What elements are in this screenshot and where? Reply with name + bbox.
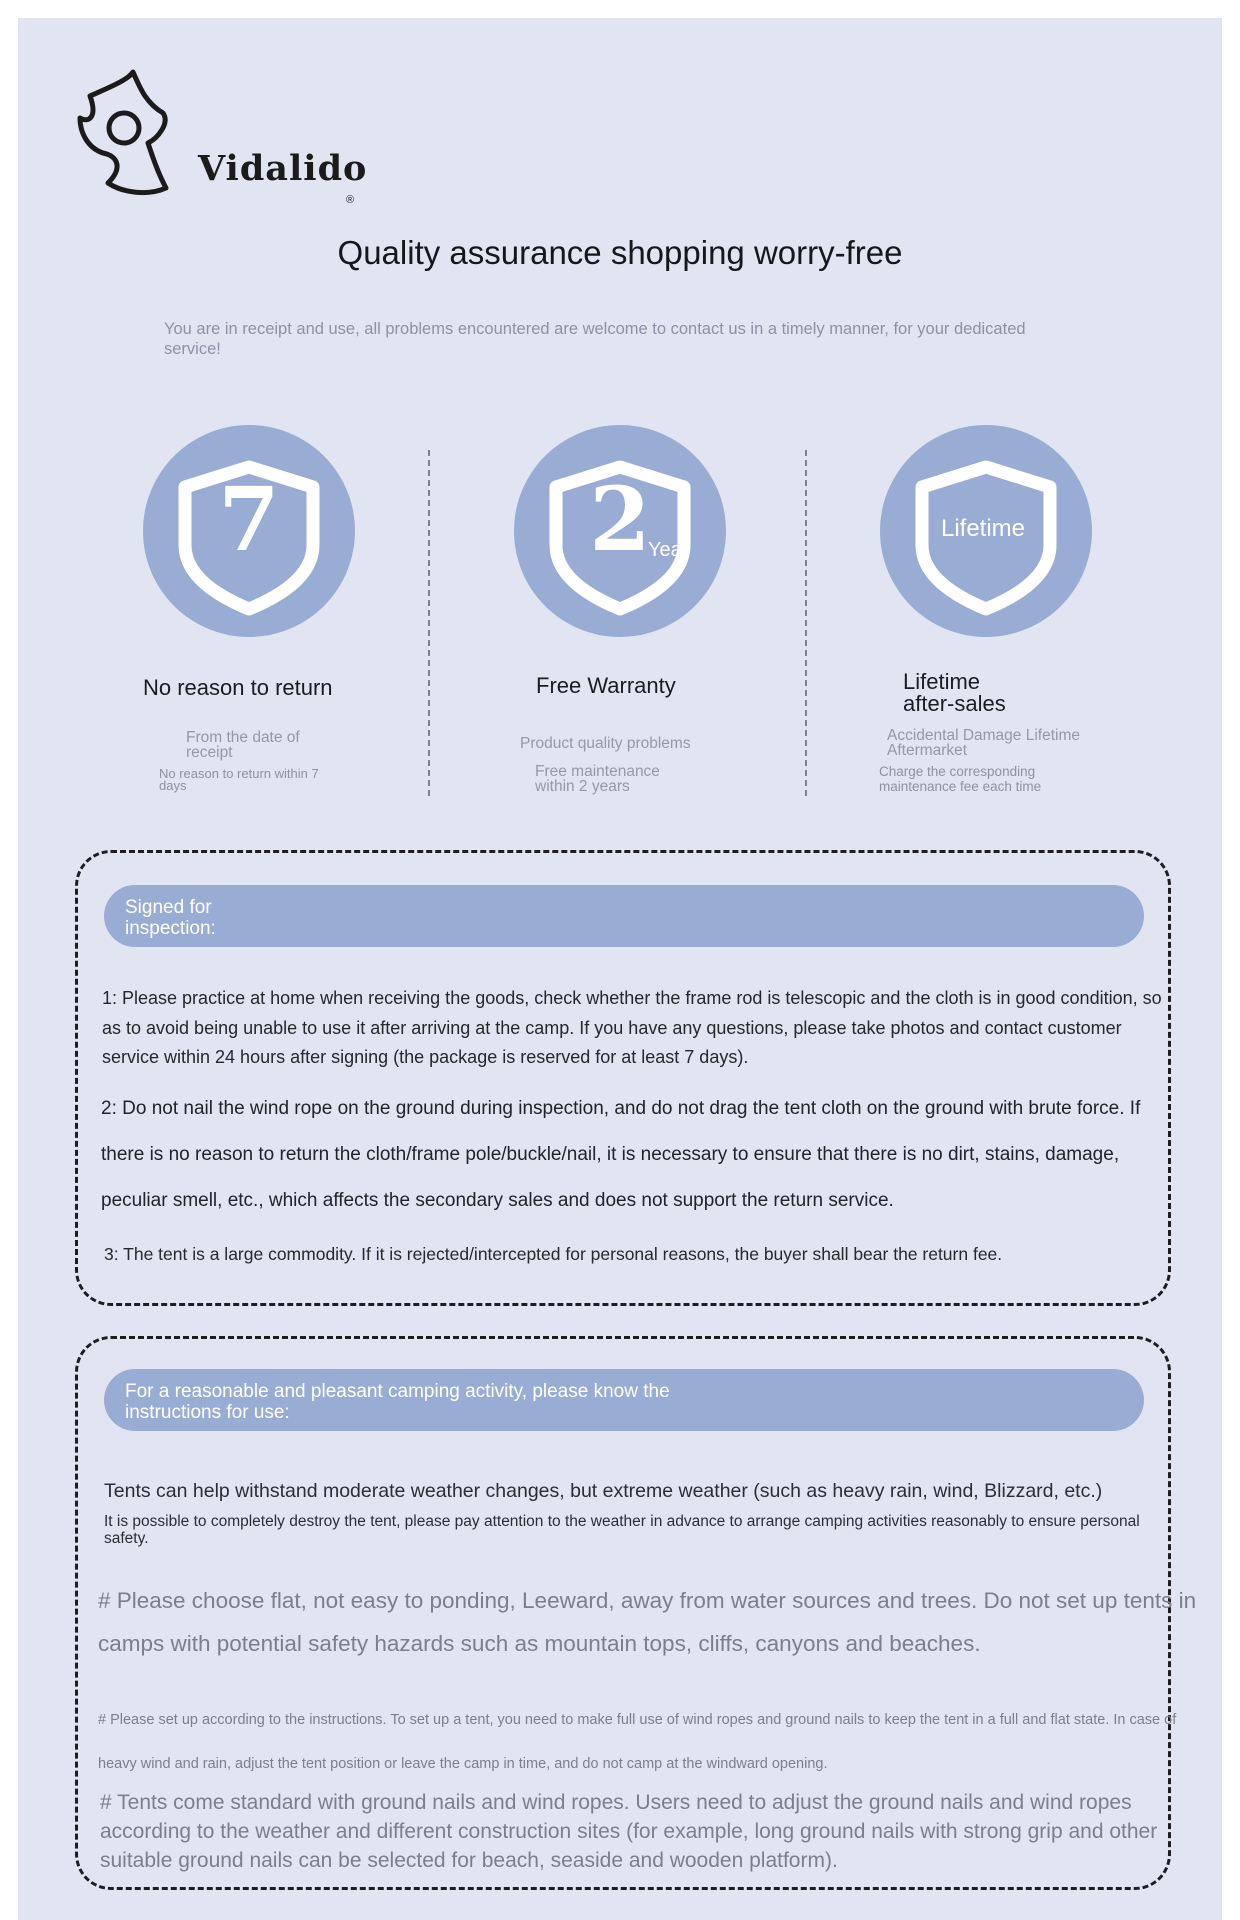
badge-number: 7 [218,467,280,571]
usage-tip: # Please choose flat, not easy to ponding, Leeward, away from water sources and trees. Do not set up tents in camps with potential safety hazards such as mountain tops, cliffs, canyons and beaches. [98,1588,1197,1656]
feature-title: Lifetime after-sales [903,669,1006,716]
section-heading-pill [104,1369,1144,1431]
feature-line1: Product quality problems [520,735,691,752]
feature-line1: From the date of receipt [186,729,300,761]
section-heading: For a reasonable and pleasant camping activity, please know the instructions for use: [125,1381,670,1423]
brand-mark-icon [68,68,198,198]
feature-line1: Accidental Damage Lifetime Aftermarket [887,727,1080,759]
lifetime-aftersales-badge [880,425,1092,637]
divider [805,450,807,796]
brand-name: Vidalido [198,148,368,189]
feature-line2: No reason to return within 7 days [159,766,319,793]
intro-text: You are in receipt and use, all problems encountered are welcome to contact us in a timely manner, for your dedicated service! [164,320,1026,358]
feature-title: Free Warranty [536,673,676,698]
page-title: Quality assurance shopping worry-free [337,234,903,271]
inspection-item: 1: Please practice at home when receiving the goods, check whether the frame rod is telescopic and the cloth is in good condition, so as to avoid being unable to use it after arriving at the camp. If you have any questions, please take photos and contact customer service within 24 hours after signing (the package is reserved for at least 7 days). [102,988,1162,1067]
badge-number: 2 [589,467,651,571]
badge-suffix: Year [648,539,689,561]
usage-tip: # Tents come standard with ground nails and wind ropes. Users need to adjust the ground nails and wind ropes according to the weather and different construction sites (for example, long ground nails with strong grip and other suitable ground nails can be selected for beach, seaside and wooden platform). [100,1791,1158,1872]
divider [428,450,430,796]
feature-line2: Charge the corresponding maintenance fee each time [879,764,1042,794]
feature-title: No reason to return [143,675,333,700]
seven-day-return-badge [143,425,355,637]
inspection-item: 2: Do not nail the wind rope on the ground during inspection, and do not drag the tent cloth on the ground with brute force. If there is no reason to return the cloth/frame pole/buckle/nail, it is necessary to ensure that there is no dirt, stains, damage, peculiar smell, etc., which affects the secondary sales and does not support the return service. [101,1098,1141,1211]
section-heading-pill [104,885,1144,947]
section-heading: Signed for inspection: [125,897,216,939]
feature-line2: Free maintenance within 2 years [535,763,660,795]
badge-word: Lifetime [940,515,1026,542]
brand-logo [68,68,368,208]
page [18,18,1222,1920]
usage-lead-small: It is possible to completely destroy the tent, please pay attention to the weather in advance to arrange camping activities reasonably to ensure personal safety. [104,1513,1140,1547]
inspection-item: 3: The tent is a large commodity. If it is rejected/intercepted for personal reasons, the buyer shall bear the return fee. [104,1244,1003,1264]
two-year-warranty-badge [514,425,726,637]
usage-lead: Tents can help withstand moderate weather changes, but extreme weather (such as heavy rain, wind, Blizzard, etc.) [104,1480,1103,1502]
usage-tip: # Please set up according to the instructions. To set up a tent, you need to make full use of wind ropes and ground nails to keep the tent in a full and flat state. In case of heavy wind and rain, adjust the tent position or leave the camp in time, and do not camp at the windward opening. [98,1712,1177,1772]
registered-mark: ® [346,194,355,206]
